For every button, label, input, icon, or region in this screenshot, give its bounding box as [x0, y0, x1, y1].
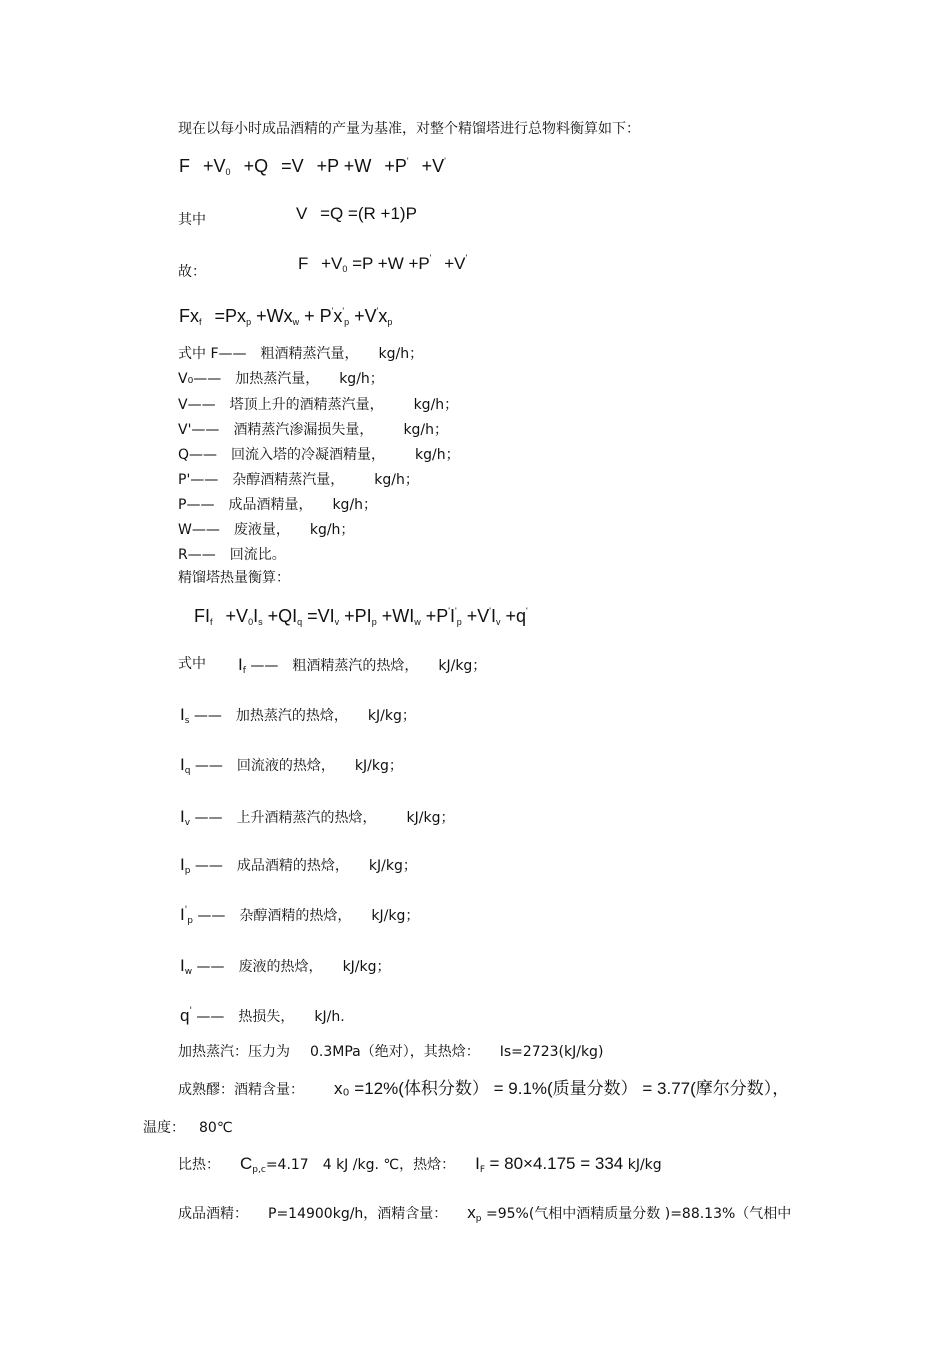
equation-material-balance: $F +V_0 +Q =V +P +W +P' +V'$ [179, 156, 446, 177]
qizhong-label: 其中 [178, 212, 206, 228]
temperature-line: 温度： 80℃ [143, 1120, 233, 1136]
equation-reflux: V =Q =(R +1)P [296, 204, 417, 223]
equation-heat-balance: $FI_f +V_0I_s +QI_q =VI_v +PI_p +WI_w +P'I'_p +V'I_v +q'$ [194, 606, 528, 627]
list-item: W—— 废液量， kg/h； [178, 522, 355, 538]
list-item: $I_w$ —— 废液的热焓， kJ/kg； [180, 956, 391, 977]
list-item: $I_s$ —— 加热蒸汽的热焓， kJ/kg； [180, 705, 416, 726]
intro-text: 现在以每小时成品酒精的产量为基准，对整个精馏塔进行总物料衡算如下： [178, 121, 640, 137]
list-item: $I_p$ —— 成品酒精的热焓， kJ/kg； [180, 855, 417, 876]
heat-balance-title: 精馏塔热量衡算： [178, 570, 290, 586]
gu-label: 故： [178, 264, 206, 280]
heating-steam-line: 加热蒸汽：压力为 0.3MPa（绝对），其热焓： Is=2723(kJ/kg) [178, 1044, 604, 1060]
list-item: $I_q$ —— 回流液的热焓， kJ/kg； [180, 755, 403, 776]
list-item: q' —— 热损失， kJ/h. [180, 1006, 345, 1025]
equation-alcohol-balance: $Fx_f =Px_p +Wx_w + P'x'_p +V'x_p$ [179, 306, 393, 327]
list-item: 式中 F—— 粗酒精蒸汽量， kg/h； [178, 346, 424, 362]
list-item: V₀—— 加热蒸汽量， kg/h； [178, 371, 384, 387]
mash-line: 成熟醪：酒精含量： x₀ =12%(体积分数） = 9.1%(质量分数） = 3.77(摩尔分数）， [178, 1079, 790, 1098]
list-item: $I_f$ —— 粗酒精蒸汽的热焓， kJ/kg； [238, 655, 487, 676]
list-item: Q—— 回流入塔的冷凝酒精量， kg/h； [178, 447, 460, 463]
list-item: R—— 回流比。 [178, 547, 286, 563]
list-item: V—— 塔顶上升的酒精蒸汽量， kg/h； [178, 397, 459, 413]
list-item: P—— 成品酒精量， kg/h； [178, 497, 378, 513]
product-line: 成品酒精： P=14900kg/h，酒精含量： $x_p =95\%$(气相中酒精质量分数 )=88.13%（气相中 [178, 1203, 792, 1224]
list-item: V'—— 酒精蒸汽渗漏损失量， kg/h； [178, 422, 449, 438]
shizhong-label: 式中 [178, 656, 206, 672]
specific-heat-line: 比热： $C_{p,c}=4.17$ 4 kJ /kg. ℃，热焓： $I_F = 80\times 4.175 = 334$ kJ/kg [178, 1154, 662, 1175]
list-item: $I'_p$ —— 杂醇酒精的热焓， kJ/kg； [180, 905, 420, 926]
list-item: P'—— 杂醇酒精蒸汽量， kg/h； [178, 472, 419, 488]
list-item: $I_v$ —— 上升酒精蒸汽的热焓， kJ/kg； [180, 807, 455, 828]
equation-simplified: $F +V_0 =P +W +P' +V'$ [298, 253, 468, 274]
